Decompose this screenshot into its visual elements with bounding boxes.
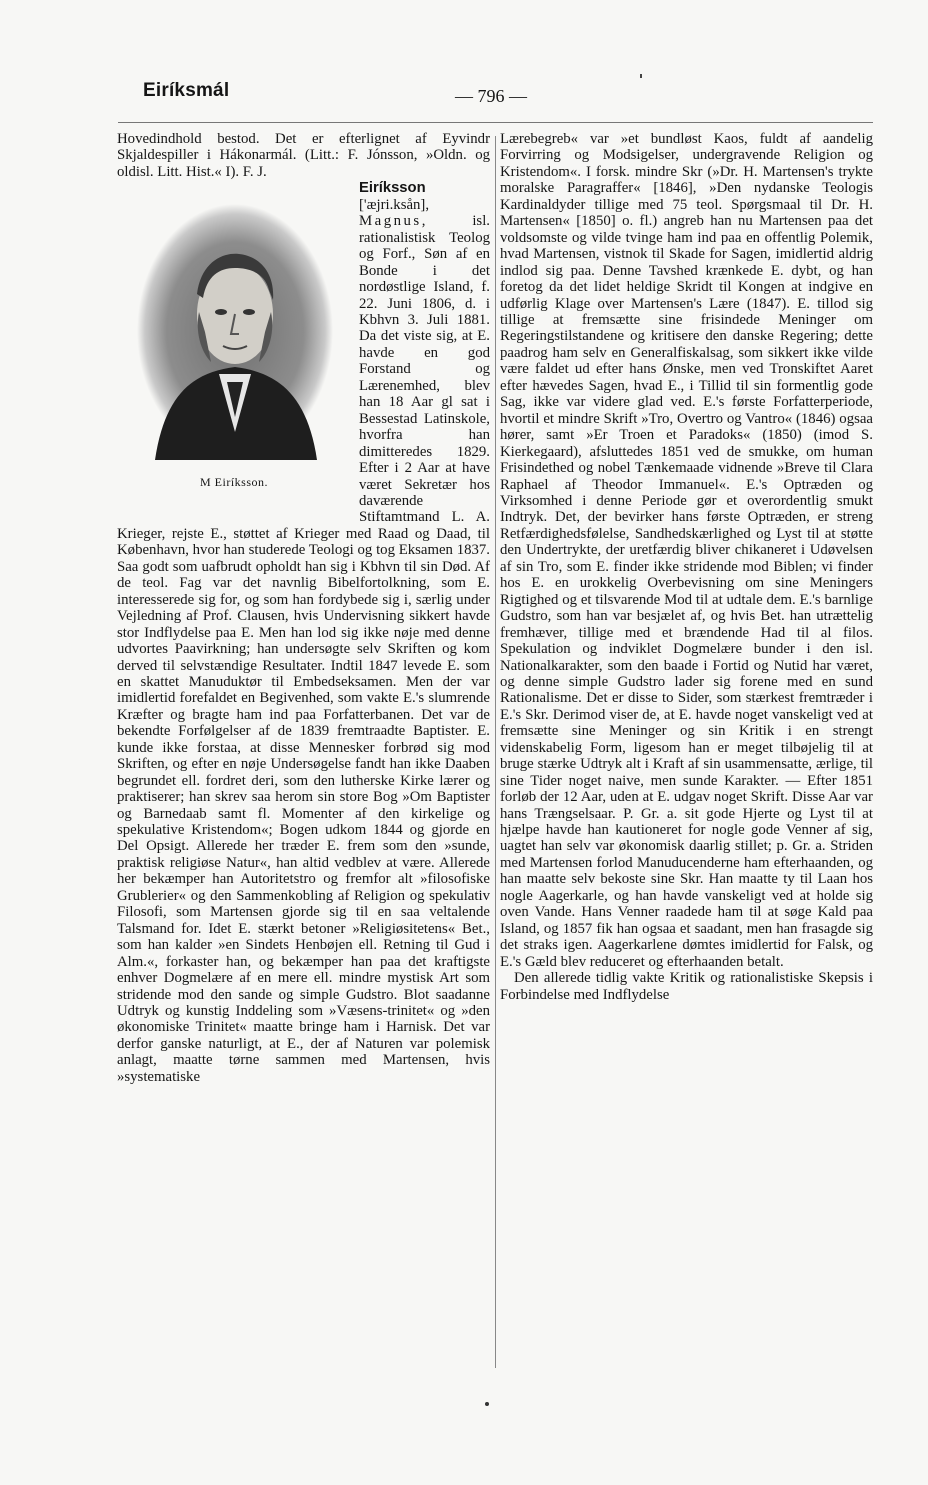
entry-given-name: Magnus xyxy=(359,213,422,230)
article-tail-paragraph: Hovedindhold bestod. Det er efterlignet af Eyvindr Skjaldespiller i Hákonarmál. (Litt.: F. Jónsson, »Oldn. og oldisl. Litt. Hist.« I). F. J. xyxy=(117,131,490,180)
entry-headword: Eiríksson xyxy=(359,180,426,197)
right-column xyxy=(500,131,873,1003)
column-divider xyxy=(495,136,496,1368)
entry-pronunciation: ['æjri.ksån], xyxy=(359,196,430,213)
continued-paragraph: Lærebegreb« var »et bundløst Kaos, fuldt af aandelig Forvirring og Modsigelser, undergravende Religion og Kristendom«. I forsk. mindre Skr (»Dr. H. Martensen's trykte moralske Paragraffer« [1846], »Den nydanske Teologis Kardinaldyder tillige med 75 teol. Spørgsmaal til Dr. H. Martensen« [1850] o. fl.) angreb han nu Martensen paa det voldsomste og vilde tvinge ham ind paa en offentlig Polemik, hvad Martensen, vistnok til Skade for Sagen, imidlertid aldrig indlod sig paa. Denne Tavshed krænkede E. dybt, og han foretog da det lidet heldige Skridt til Kongen at indgive en udførlig Klage over Martensen's Lære (1847). E. tillod sig tillige at fremsætte sine frisindede Meninger om Regeringstilstandene og kritisere den danske Regering; dette paadrog ham selv en Generalfiskalsag, som sikkert ikke vilde være faldet ud efter hans Ønske, men ved Tronskiftet Aaret efter hævedes Sagen, hvad E., i Tillid til sin formentlig gode Sag, ikke var videre glad ved. E.'s første Forfatterperiode, hvortil et mindre Skrift »Tro, Overtro og Vantro« (1846) ogsaa hører, samt »Er Troen et Paradoks« (1850) (imod S. Kierkegaard), afsluttedes 1851 ved de smukke, om human Frisindethed og nobel Tænkemaade vidnende »Breve til Clara Raphael af Theodor Immanuel«. E.'s Optræden og Virksomhed i denne Periode gør et overordentlig smukt Indtryk. Det, der bevirker hans første Optræden, er streng Retfærdighedsfølelse, Sandhedskærlighed og Lyst til at støtte den Undertrykte, der uretfærdig bliver chikaneret i Udøvelsen af sin Tro, som E. finder ikke stridende mod Biblen; vi finder hos E. en urokkelig Overbevisning om sine Meningers Rigtighed og et tilsvarende Mod til at udtale dem. E.'s barnlige Gudstro, som han var besjælet af, og hvis Bet. han utrættelig fremhæver, tillige med et brændende Had til al filos. Spekulation og indviklet Dogmelære bunder i den isl. Nationalkarakter, som den baade i Fortid og Nutid har været, og denne simple Gudstro lader sig forene med en sund Rationalisme. Det er disse to Sider, som stærkest fremtræder i E.'s Skr. Derimod viser de, at E. havde noget vanskeligt ved at fremsætte sine Meninger og sin Kritik i en strengt videnskabelig Form, ligesom han er meget tilbøjelig til at bruge stærke Udtryk alt i Kraft af sin usammensatte, ærlige, til sine Tider noget naive, men sunde Karakter. — Efter 1851 forløb der 12 Aar, uden at E. udgav noget Skrift. Disse Aar var hans Trængselsaar. P. Gr. a. sit gode Hjerte og Lyst til at hjælpe havde han kautioneret for nogle gode Venner af sig, uagtet han selv var økonomisk daarlig stillet; p. Gr. a. Striden med Martensen forlod Manuducenderne ham efterhaanden, og han maatte selv bekoste sine Skr. Han maatte ty til Laan hos nogle Aagerkarle, og han havde vanskeligt ved at holde sig oven Vande. Hans Venner raadede ham til at søge Kald paa Island, og 1857 fik han ogsaa et saadant, men han frasagde sig det straks igen. Aagerkarlene dømtes imidlertid for Falsk, og E.'s Gæld blev reduceret og efterhaanden betalt. xyxy=(500,131,873,970)
final-paragraph: Den allerede tidlig vakte Kritik og rationalistiske Skepsis i Forbindelse med Indflydelse xyxy=(500,970,873,1003)
print-speck xyxy=(640,74,642,78)
left-column xyxy=(117,131,490,1085)
entry-body: , isl. rationalistisk Teolog og Forf., Søn af en Bonde i det nordøstlige Island, f. 22. Juni 1806, d. i Kbhvn 3. Juli 1881. Da det viste sig, at E. havde en god Forstand og Lærenemhed, blev han 18 Aar gl sat i Bessestad Latinskole, hvorfra han dimitteredes 1829. Efter i 2 Aar at have været Sekretær hos daværende Stiftamtmand L. A. Krieger, rejste E., støttet af Krieger med Raad og Daad, til København, hvor han studerede Teologi og tog Eksamen 1837. Saa godt som uafbrudt opholdt han sig i Kbhvn til sin Død. Af de teol. Fag var det navnlig Bibelfortolkning, som E. interesserede sig for, og som han fordybede sig i, særlig under Vejledning af Prof. Clausen, hvis Undervisning sikkert havde stor Indflydelse paa E. Men han lod sig ikke nøje med denne udvortes Paavirkning; han undersøgte selv Skriften og kom derved til selvstændige Resultater. Indtil 1847 levede E. som en skattet Manuduktør til Embedseksamen. Men der var imidlertid forefaldet en Begivenhed, som vakte E.'s slumrende Kræfter og bragte ham ind paa Forfatterbanen. Det var de bekendte Forfølgelser af de 1839 fremtraadte Baptister. E. kunde ikke forstaa, at disse Mennesker forbrød sig mod Skriften, og efter en nøje Undersøgelse fandt han ikke Daaben begrundet ell. fordret deri, som den lutherske Kirke lærer og praktiserer; han skrev saa herom sin store Bog »Om Baptister og Barnedaab samt fl. Momenter af den kirkelige og spekulative Kristendom«; Bogen udkom 1844 og gjorde en Del Opsigt. Allerede her træder E. frem som den »sunde, praktisk religiøse Natur«, han altid vedblev at være. Allerede her bekæmper han Autoritetstro og fremfor alt »filosofiske Grublerier« og den Sammenkobling af Religion og spekulativ Filosofi, som Martensen gjorde sig til en saa veltalende Talsmand for. Idet E. stærkt betoner »Religiøsitetens« Bet., som han kalder »en Sindets Henbøjen ell. Retning til Gud i Alm.«, forkaster han, og bekæmper han paa det kraftigste enhver Dogmelære af en mere ell. mindre mystisk Art som stridende mod den sande og simple Gudstro. Blot saadanne Udtryk og kunstig Inddeling som »Væsens-trinitet« og »den økonomiske Trinitet« maatte bringe ham i Harnisk. Det var derfor ganske naturligt, at E., der af Naturen var polemisk anlagt, maatte tørne sammen med Martensen, hvis »systematiske xyxy=(117,213,490,1085)
portrait-caption: M Eiríksson. xyxy=(199,475,268,490)
running-head: Eiríksmál xyxy=(143,80,230,101)
page-number: — 796 — xyxy=(455,86,527,106)
print-speck xyxy=(485,1402,489,1406)
portrait-figure xyxy=(117,180,355,522)
portrait-image xyxy=(135,202,335,460)
header-rule xyxy=(118,122,873,123)
